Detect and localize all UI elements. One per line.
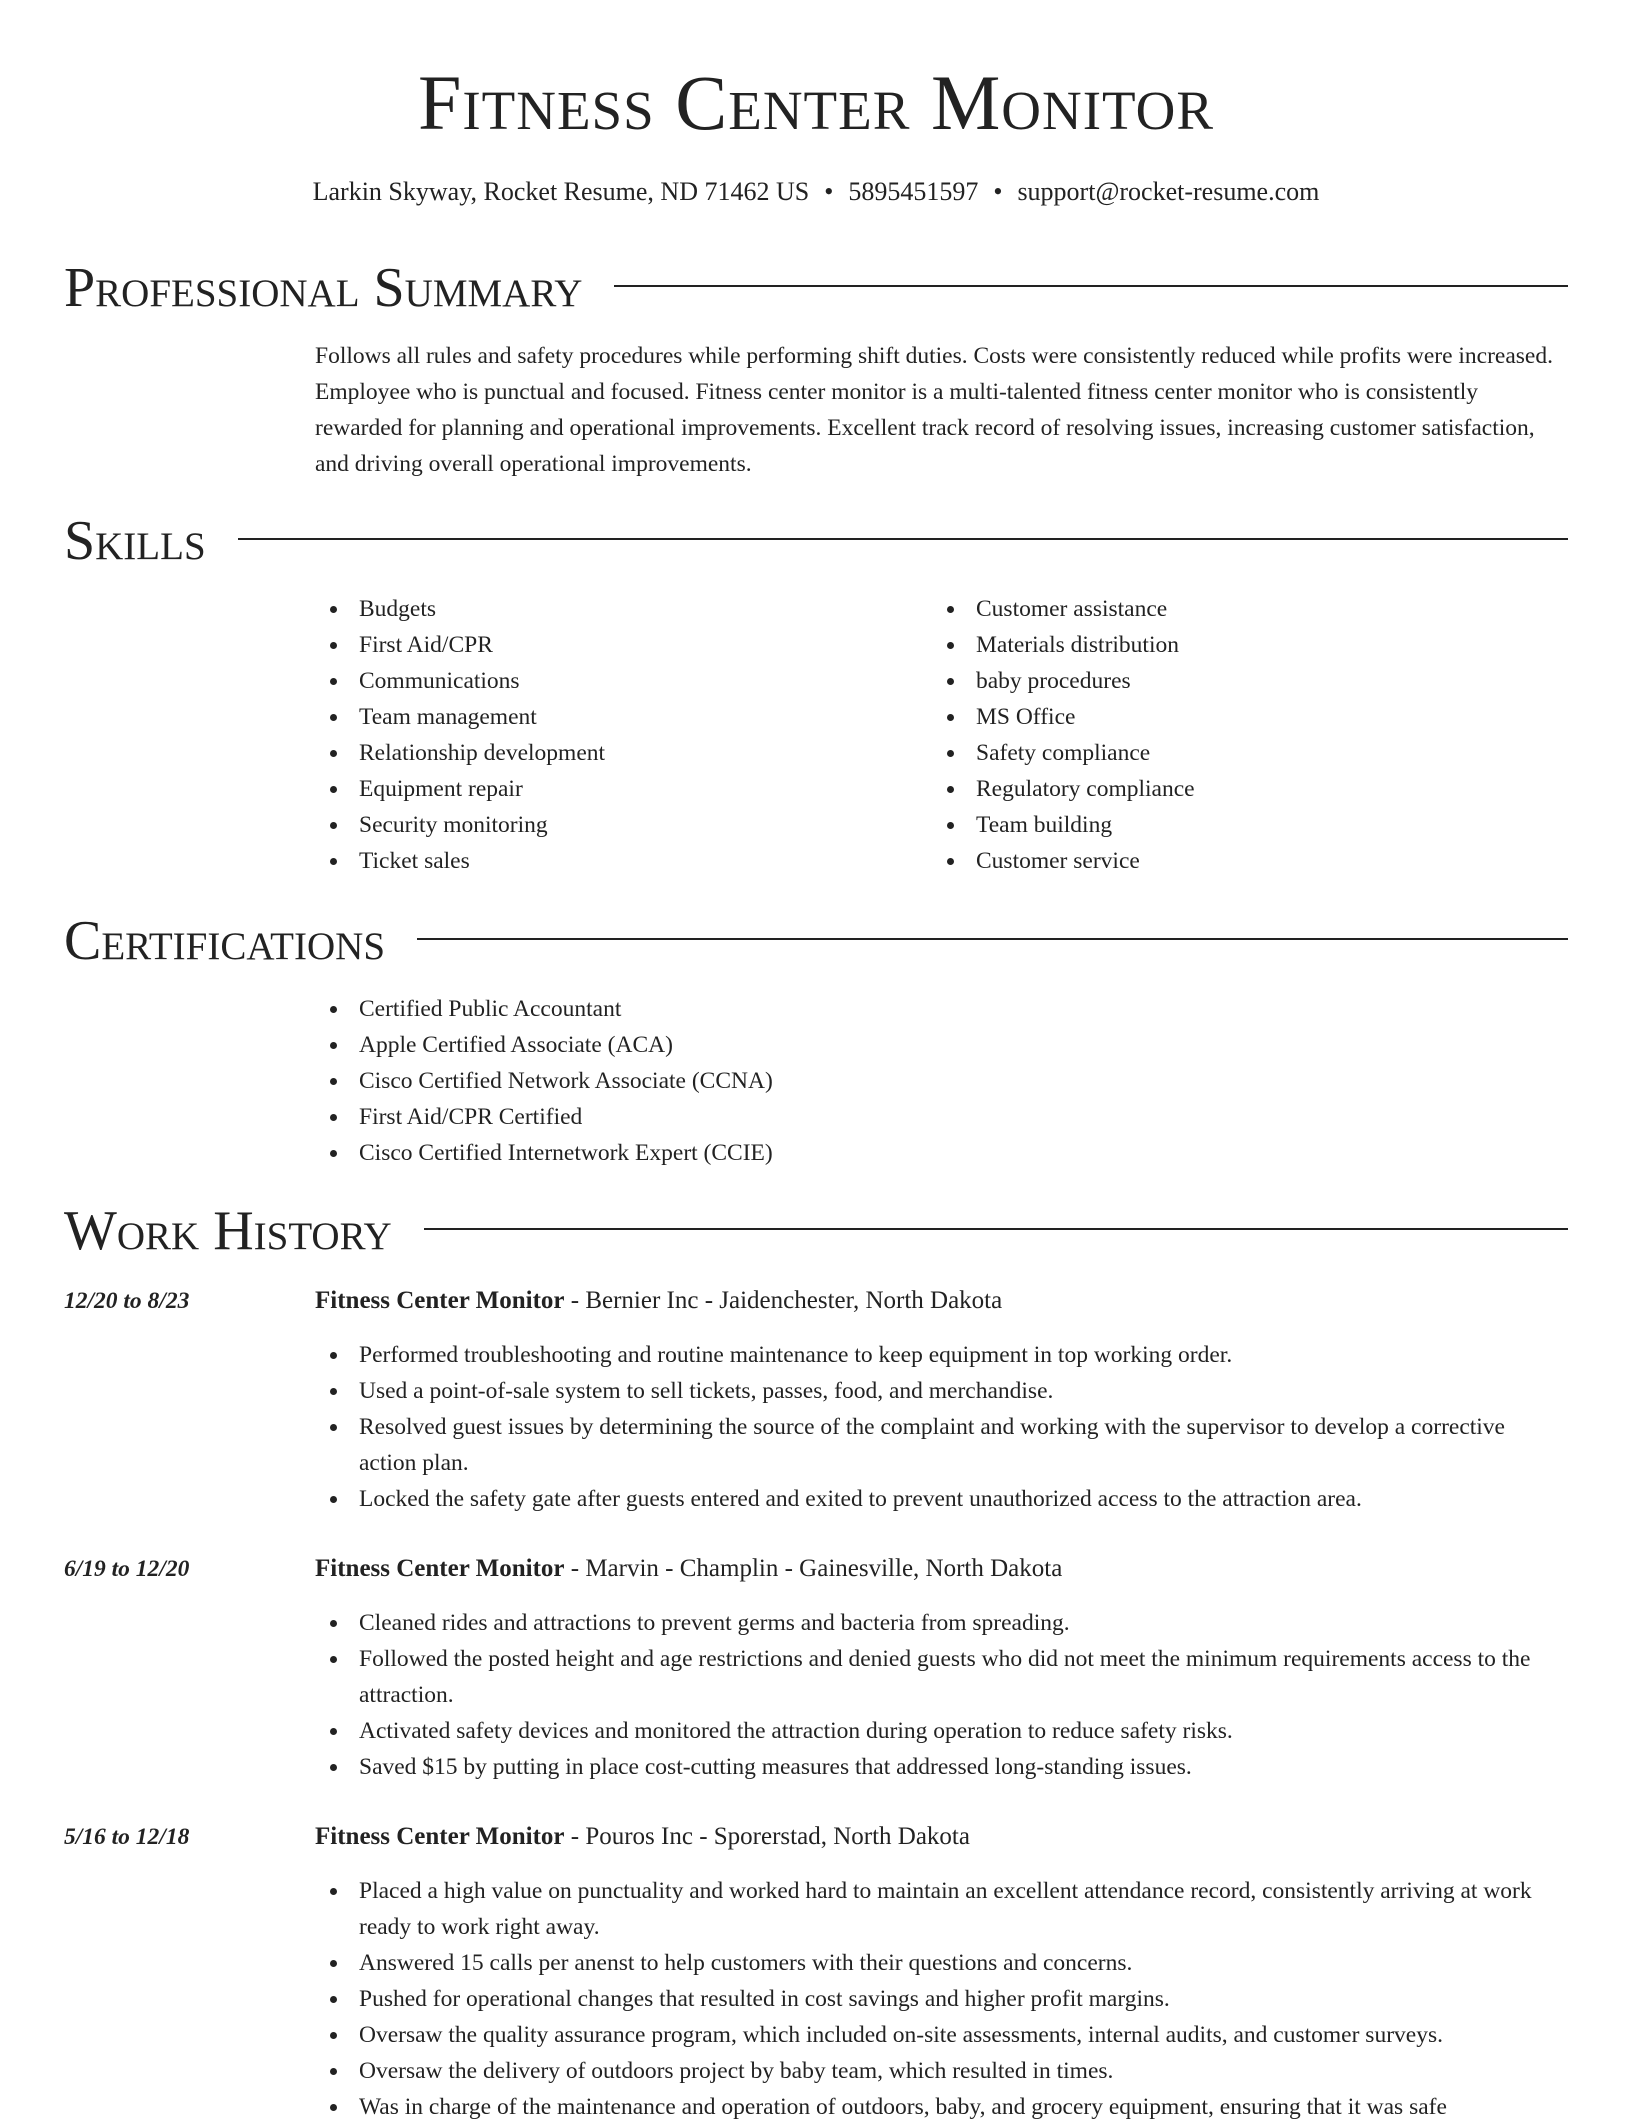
job-dates: 12/20 to 8/23 bbox=[64, 1288, 190, 1314]
certification-item: First Aid/CPR Certified bbox=[315, 1099, 1568, 1135]
job-duty-item: Was in charge of the maintenance and operation of outdoors, baby, and grocery equipment, ensuring that it was safe bbox=[315, 2089, 1568, 2125]
section-divider bbox=[238, 538, 1568, 540]
section-title-skills: Skills bbox=[64, 510, 206, 572]
job-heading bbox=[315, 1283, 1568, 1319]
job-duty-item: Performed troubleshooting and routine maintenance to keep equipment in top working order. bbox=[315, 1337, 1568, 1373]
section-title-work-history: Work History bbox=[64, 1200, 392, 1262]
section-header-work-history bbox=[64, 1196, 1568, 1266]
skill-item: Equipment repair bbox=[315, 771, 915, 807]
certification-item: Cisco Certified Network Associate (CCNA) bbox=[315, 1063, 1568, 1099]
skills-list-right bbox=[932, 591, 1532, 879]
resume-title: Fitness Center Monitor bbox=[417, 59, 1215, 146]
skill-item: Communications bbox=[315, 663, 915, 699]
skill-item: baby procedures bbox=[932, 663, 1532, 699]
job-duty-item: Cleaned rides and attractions to prevent germs and bacteria from spreading. bbox=[315, 1605, 1568, 1641]
job-duties-list bbox=[315, 1337, 1568, 1517]
certification-item: Apple Certified Associate (ACA) bbox=[315, 1027, 1568, 1063]
job-heading bbox=[315, 1551, 1568, 1587]
skill-item: Team management bbox=[315, 699, 915, 735]
job-employer: - Marvin - Champlin - Gainesville, North Dakota bbox=[564, 1555, 1063, 1582]
job-duty-item: Placed a high value on punctuality and worked hard to maintain an excellent attendance record, consistently arriving at work ready to work right away. bbox=[315, 1873, 1568, 1945]
job-duty-item: Oversaw the quality assurance program, which included on-site assessments, internal audits, and customer surveys. bbox=[315, 2017, 1568, 2053]
job-dates: 5/16 to 12/18 bbox=[64, 1824, 190, 1850]
skills-list-left bbox=[315, 591, 915, 879]
skill-item: Customer service bbox=[932, 843, 1532, 879]
skill-item: Regulatory compliance bbox=[932, 771, 1532, 807]
job-employer: - Pouros Inc - Sporerstad, North Dakota bbox=[564, 1823, 970, 1850]
section-divider bbox=[417, 938, 1568, 940]
skill-item: First Aid/CPR bbox=[315, 627, 915, 663]
job-duty-item: Resolved guest issues by determining the source of the complaint and working with the supervisor to develop a corrective action plan. bbox=[315, 1409, 1568, 1481]
section-divider bbox=[614, 285, 1568, 287]
job-duty-item: Locked the safety gate after guests entered and exited to prevent unauthorized access to the attraction area. bbox=[315, 1481, 1568, 1517]
job-duties-list bbox=[315, 1605, 1568, 1785]
job-duty-item: Saved $15 by putting in place cost-cutting measures that addressed long-standing issues. bbox=[315, 1749, 1568, 1785]
contact-phone[interactable]: 5895451597 bbox=[848, 177, 979, 206]
skill-item: Relationship development bbox=[315, 735, 915, 771]
job-duty-item: Oversaw the delivery of outdoors project by baby team, which resulted in times. bbox=[315, 2053, 1568, 2089]
contact-address: Larkin Skyway, Rocket Resume, ND 71462 US bbox=[312, 177, 810, 206]
job-title: Fitness Center Monitor bbox=[315, 1555, 565, 1582]
skill-item: Security monitoring bbox=[315, 807, 915, 843]
contact-separator: • bbox=[993, 177, 1003, 206]
skill-item: Team building bbox=[932, 807, 1532, 843]
section-divider bbox=[424, 1228, 1568, 1230]
section-header-skills bbox=[64, 506, 1568, 576]
contact-email[interactable]: support@rocket-resume.com bbox=[1017, 177, 1320, 206]
job-heading bbox=[315, 1819, 1568, 1855]
job-duty-item: Used a point-of-sale system to sell tickets, passes, food, and merchandise. bbox=[315, 1373, 1568, 1409]
section-title-summary: Professional Summary bbox=[64, 257, 583, 319]
job-title: Fitness Center Monitor bbox=[315, 1287, 565, 1314]
skill-item: Materials distribution bbox=[932, 627, 1532, 663]
job-duty-item: Pushed for operational changes that resulted in cost savings and higher profit margins. bbox=[315, 1981, 1568, 2017]
job-duty-item: Activated safety devices and monitored the attraction during operation to reduce safety risks. bbox=[315, 1713, 1568, 1749]
job-duties-list bbox=[315, 1873, 1568, 2125]
job-duty-item: Answered 15 calls per anenst to help customers with their questions and concerns. bbox=[315, 1945, 1568, 1981]
contact-line bbox=[0, 172, 1632, 212]
section-header-certifications bbox=[64, 906, 1568, 976]
skill-item: Ticket sales bbox=[315, 843, 915, 879]
certification-item: Certified Public Accountant bbox=[315, 991, 1568, 1027]
certification-item: Cisco Certified Internetwork Expert (CCIE) bbox=[315, 1135, 1568, 1171]
professional-summary-text: Follows all rules and safety procedures while performing shift duties. Costs were consistently reduced while profits were increased. Employee who is punctual and focused. Fitness center monitor is a multi-talented fitness center monitor who is consistently rewarded for planning and operational improvements. Excellent track record of resolving issues, increasing customer satisfaction, and driving overall operational improvements. bbox=[315, 343, 1553, 477]
section-header-summary bbox=[64, 253, 1568, 323]
job-employer: - Bernier Inc - Jaidenchester, North Dakota bbox=[564, 1287, 1003, 1314]
skill-item: Budgets bbox=[315, 591, 915, 627]
skill-item: Customer assistance bbox=[932, 591, 1532, 627]
skill-item: Safety compliance bbox=[932, 735, 1532, 771]
job-duty-item: Followed the posted height and age restrictions and denied guests who did not meet the minimum requirements access to the attraction. bbox=[315, 1641, 1568, 1713]
certifications-list bbox=[315, 991, 1568, 1171]
job-title: Fitness Center Monitor bbox=[315, 1823, 565, 1850]
section-title-certifications: Certifications bbox=[64, 910, 386, 972]
job-dates: 6/19 to 12/20 bbox=[64, 1556, 190, 1582]
skill-item: MS Office bbox=[932, 699, 1532, 735]
contact-separator: • bbox=[824, 177, 834, 206]
